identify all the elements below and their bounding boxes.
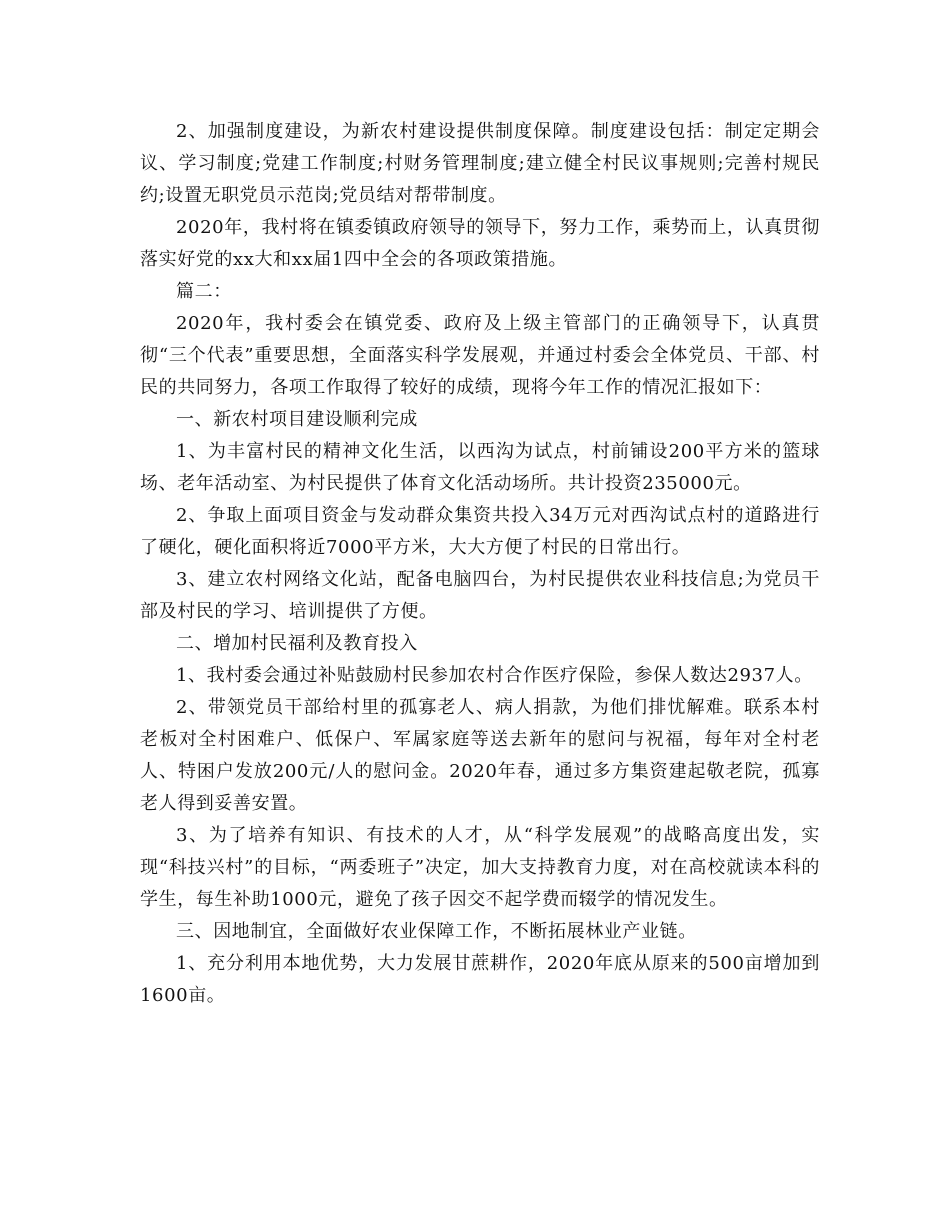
paragraph-elderly-care: 2、带领党员干部给村里的孤寡老人、病人捐款，为他们排忧解难。联系本村老板对全村困难户、低保户、军属家庭等送去新年的慰问与祝福，每年对全村老人、特困户发放200元/人的慰问金。2020年春，通过多方集资建起敬老院，孤寡老人得到妥善安置。 <box>140 697 820 814</box>
paragraph-system-building: 2、加强制度建设，为新农村建设提供制度保障。制度建设包括：制定定期会议、学习制度;党建工作制度;村财务管理制度;建立健全村民议事规则;完善村规民约;设置无职党员示范岗;党员结对帮带制度。 <box>140 121 820 206</box>
paragraph-basketball-court: 1、为丰富村民的精神文化生活，以西沟为试点，村前铺设200平方米的篮球场、老年活动室、为村民提供了体育文化活动场所。共计投资235000元。 <box>140 441 820 494</box>
paragraph-sugarcane: 1、充分利用本地优势，大力发展甘蔗耕作，2020年底从原来的500亩增加到1600亩。 <box>140 953 820 1006</box>
section-heading-part-two: 篇二： <box>176 281 232 302</box>
document-body <box>140 116 820 1012</box>
paragraph-2020-plan: 2020年，我村将在镇委镇政府领导的领导下，努力工作，乘势而上，认真贯彻落实好党的xx大和xx届1四中全会的各项政策措施。 <box>140 217 820 270</box>
paragraph-network-station: 3、建立农村网络文化站，配备电脑四台，为村民提供农业科技信息;为党员干部及村民的学习、培训提供了方便。 <box>140 569 820 622</box>
section-heading-agriculture: 三、因地制宜，全面做好农业保障工作，不断拓展林业产业链。 <box>176 921 697 942</box>
paragraph-medical-insurance: 1、我村委会通过补贴鼓励村民参加农村合作医疗保险，参保人数达2937人。 <box>176 665 813 686</box>
paragraph-report-intro: 2020年，我村委会在镇党委、政府及上级主管部门的正确领导下，认真贯彻“三个代表”重要思想，全面落实科学发展观，并通过村委会全体党员、干部、村民的共同努力，各项工作取得了较好的成绩，现将今年工作的情况汇报如下： <box>140 313 820 398</box>
paragraph-road-hardening: 2、争取上面项目资金与发动群众集资共投入34万元对西沟试点村的道路进行了硬化，硬化面积将近7000平方米，大大方便了村民的日常出行。 <box>140 505 820 558</box>
section-heading-new-village-projects: 一、新农村项目建设顺利完成 <box>176 409 418 430</box>
section-heading-welfare-education: 二、增加村民福利及教育投入 <box>176 633 418 654</box>
paragraph-education-subsidy: 3、为了培养有知识、有技术的人才，从“科学发展观”的战略高度出发，实现“科技兴村”的目标，“两委班子”决定，加大支持教育力度，对在高校就读本科的学生，每生补助1000元，避免了孩子因交不起学费而辍学的情况发生。 <box>140 825 820 910</box>
